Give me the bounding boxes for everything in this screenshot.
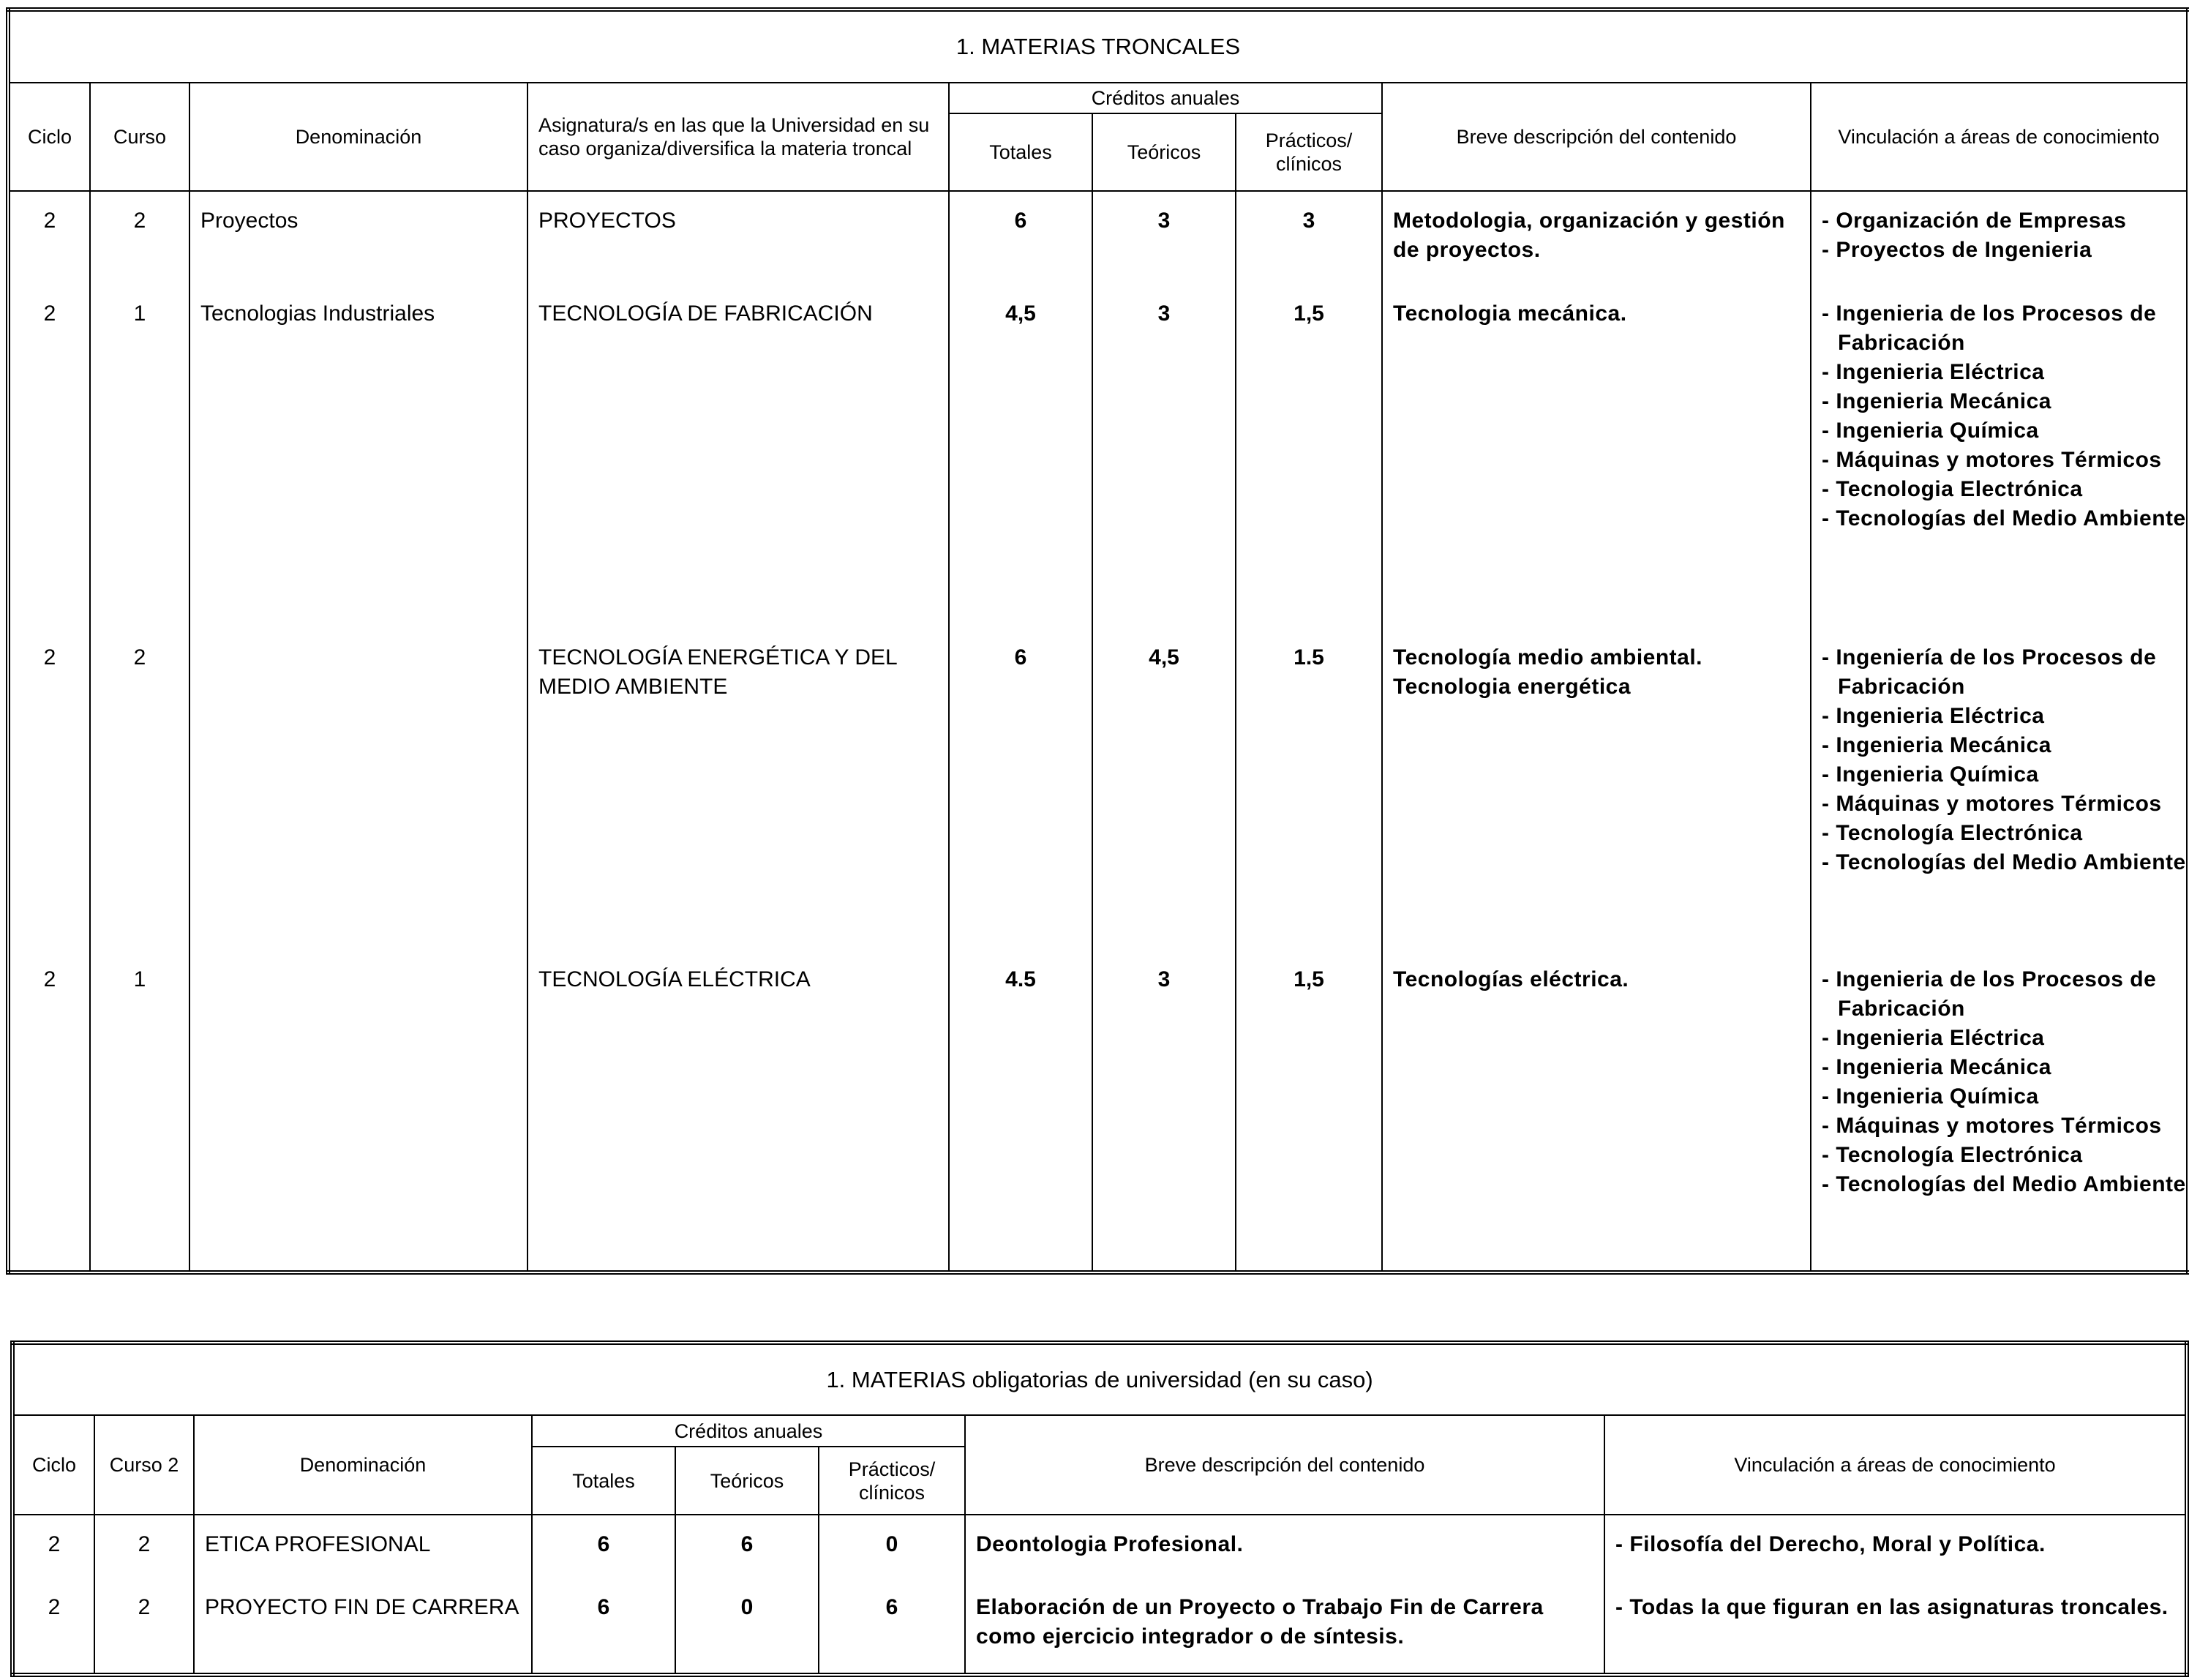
obligatorias-table <box>10 1340 2189 1677</box>
area-item: - Ingenieria Eléctrica <box>1822 702 2186 731</box>
table-title: 1. MATERIAS TRONCALES <box>8 10 2188 83</box>
cell-practicos: 1,5 <box>1236 950 1382 1272</box>
table-row <box>12 1578 2187 1675</box>
area-item: - Ingeniería de los Procesos de Fabricación <box>1822 643 2186 702</box>
cell-denominacion: PROYECTO FIN DE CARRERA <box>194 1578 532 1675</box>
area-item: - Ingenieria de los Procesos de Fabricación <box>1822 299 2186 358</box>
cell-teoricos: 4,5 <box>1092 629 1236 950</box>
area-item: - Ingenieria Mecánica <box>1822 1053 2186 1082</box>
area-item: - Organización de Empresas <box>1822 206 2186 236</box>
cell-ciclo: 2 <box>8 950 90 1272</box>
area-item: - Tecnología Electrónica <box>1822 819 2186 848</box>
area-item: - Máquinas y motores Térmicos <box>1822 446 2186 475</box>
area-item: - Ingenieria Eléctrica <box>1822 358 2186 387</box>
header-curso: Curso 2 <box>94 1415 194 1515</box>
cell-teoricos: 3 <box>1092 950 1236 1272</box>
cell-descripcion: Tecnología medio ambiental. Tecnologia energética <box>1382 629 1811 950</box>
cell-curso: 1 <box>90 950 189 1272</box>
cell-ciclo: 2 <box>8 629 90 950</box>
header-practicos: Prácticos/ clínicos <box>1236 113 1382 191</box>
cell-curso: 1 <box>90 285 189 629</box>
cell-ciclo: 2 <box>8 285 90 629</box>
cell-practicos: 1,5 <box>1236 285 1382 629</box>
area-item: - Ingenieria Mecánica <box>1822 731 2186 760</box>
cell-practicos: 3 <box>1236 191 1382 285</box>
cell-areas <box>1811 285 2188 629</box>
area-item: - Filosofía del Derecho, Moral y Política. <box>1615 1530 2185 1559</box>
cell-teoricos: 3 <box>1092 191 1236 285</box>
area-item: - Ingenieria Mecánica <box>1822 387 2186 416</box>
area-item: - Proyectos de Ingenieria <box>1822 236 2186 265</box>
cell-denominacion <box>189 629 527 950</box>
cell-areas <box>1811 950 2188 1272</box>
table-row <box>8 629 2188 950</box>
cell-ciclo: 2 <box>12 1578 94 1675</box>
cell-teoricos: 6 <box>675 1515 819 1578</box>
cell-denominacion: Tecnologias Industriales <box>189 285 527 629</box>
cell-totales: 4.5 <box>949 950 1092 1272</box>
header-curso: Curso <box>90 83 189 191</box>
header-ciclo: Ciclo <box>12 1415 94 1515</box>
cell-totales: 4,5 <box>949 285 1092 629</box>
cell-teoricos: 0 <box>675 1578 819 1675</box>
header-descripcion: Breve descripción del contenido <box>1382 83 1811 191</box>
cell-totales: 6 <box>949 191 1092 285</box>
area-item: - Tecnologías del Medio Ambiente <box>1822 1170 2186 1199</box>
header-creditos: Créditos anuales <box>532 1415 965 1447</box>
area-item: - Tecnologías del Medio Ambiente <box>1822 848 2186 877</box>
table-row <box>8 285 2188 629</box>
cell-asignatura: TECNOLOGÍA ENERGÉTICA Y DEL MEDIO AMBIENTE <box>527 629 949 950</box>
area-item: - Ingenieria Química <box>1822 1082 2186 1111</box>
cell-curso: 2 <box>94 1578 194 1675</box>
cell-totales: 6 <box>532 1515 675 1578</box>
cell-denominacion: ETICA PROFESIONAL <box>194 1515 532 1578</box>
header-creditos: Créditos anuales <box>949 83 1382 113</box>
header-totales: Totales <box>532 1447 675 1515</box>
cell-areas <box>1811 191 2188 285</box>
area-item: - Ingenieria Eléctrica <box>1822 1024 2186 1053</box>
cell-teoricos: 3 <box>1092 285 1236 629</box>
cell-descripcion: Metodologia, organización y gestión de proyectos. <box>1382 191 1811 285</box>
area-item: - Ingenieria Química <box>1822 416 2186 446</box>
cell-areas <box>1604 1515 2187 1578</box>
table-row <box>8 950 2188 1272</box>
table-title: 1. MATERIAS obligatorias de universidad (en su caso) <box>12 1343 2187 1415</box>
cell-curso: 2 <box>94 1515 194 1578</box>
area-item: - Ingenieria Química <box>1822 760 2186 790</box>
cell-practicos: 0 <box>819 1515 965 1578</box>
table-row <box>12 1515 2187 1578</box>
header-denominacion: Denominación <box>194 1415 532 1515</box>
cell-descripcion: Tecnologías eléctrica. <box>1382 950 1811 1272</box>
cell-descripcion: Deontologia Profesional. <box>965 1515 1604 1578</box>
header-vinculacion: Vinculación a áreas de conocimiento <box>1604 1415 2187 1515</box>
cell-curso: 2 <box>90 629 189 950</box>
area-item: - Todas la que figuran en las asignaturas troncales. <box>1615 1593 2185 1622</box>
cell-descripcion: Elaboración de un Proyecto o Trabajo Fin de Carrera como ejercicio integrador o de síntesis. <box>965 1578 1604 1675</box>
header-teoricos: Teóricos <box>1092 113 1236 191</box>
table-row <box>8 191 2188 285</box>
cell-asignatura: TECNOLOGÍA ELÉCTRICA <box>527 950 949 1272</box>
area-item: - Máquinas y motores Térmicos <box>1822 1111 2186 1141</box>
cell-asignatura: PROYECTOS <box>527 191 949 285</box>
area-item: - Ingenieria de los Procesos de Fabricación <box>1822 965 2186 1024</box>
troncales-table <box>6 7 2189 1275</box>
cell-totales: 6 <box>532 1578 675 1675</box>
area-item: - Tecnología Electrónica <box>1822 1141 2186 1170</box>
cell-totales: 6 <box>949 629 1092 950</box>
cell-ciclo: 2 <box>8 191 90 285</box>
cell-areas <box>1604 1578 2187 1675</box>
header-descripcion: Breve descripción del contenido <box>965 1415 1604 1515</box>
cell-practicos: 1.5 <box>1236 629 1382 950</box>
cell-practicos: 6 <box>819 1578 965 1675</box>
area-item: - Tecnologia Electrónica <box>1822 475 2186 504</box>
area-item: - Tecnologías del Medio Ambiente <box>1822 504 2186 533</box>
cell-curso: 2 <box>90 191 189 285</box>
cell-asignatura: TECNOLOGÍA DE FABRICACIÓN <box>527 285 949 629</box>
area-item: - Máquinas y motores Térmicos <box>1822 790 2186 819</box>
header-teoricos: Teóricos <box>675 1447 819 1515</box>
header-vinculacion: Vinculación a áreas de conocimiento <box>1811 83 2188 191</box>
header-asignaturas: Asignatura/s en las que la Universidad en su caso organiza/diversifica la materia troncal <box>527 83 949 191</box>
header-denominacion: Denominación <box>189 83 527 191</box>
header-ciclo: Ciclo <box>8 83 90 191</box>
cell-descripcion: Tecnologia mecánica. <box>1382 285 1811 629</box>
cell-ciclo: 2 <box>12 1515 94 1578</box>
cell-denominacion: Proyectos <box>189 191 527 285</box>
header-totales: Totales <box>949 113 1092 191</box>
cell-denominacion <box>189 950 527 1272</box>
header-practicos: Prácticos/ clínicos <box>819 1447 965 1515</box>
cell-areas <box>1811 629 2188 950</box>
